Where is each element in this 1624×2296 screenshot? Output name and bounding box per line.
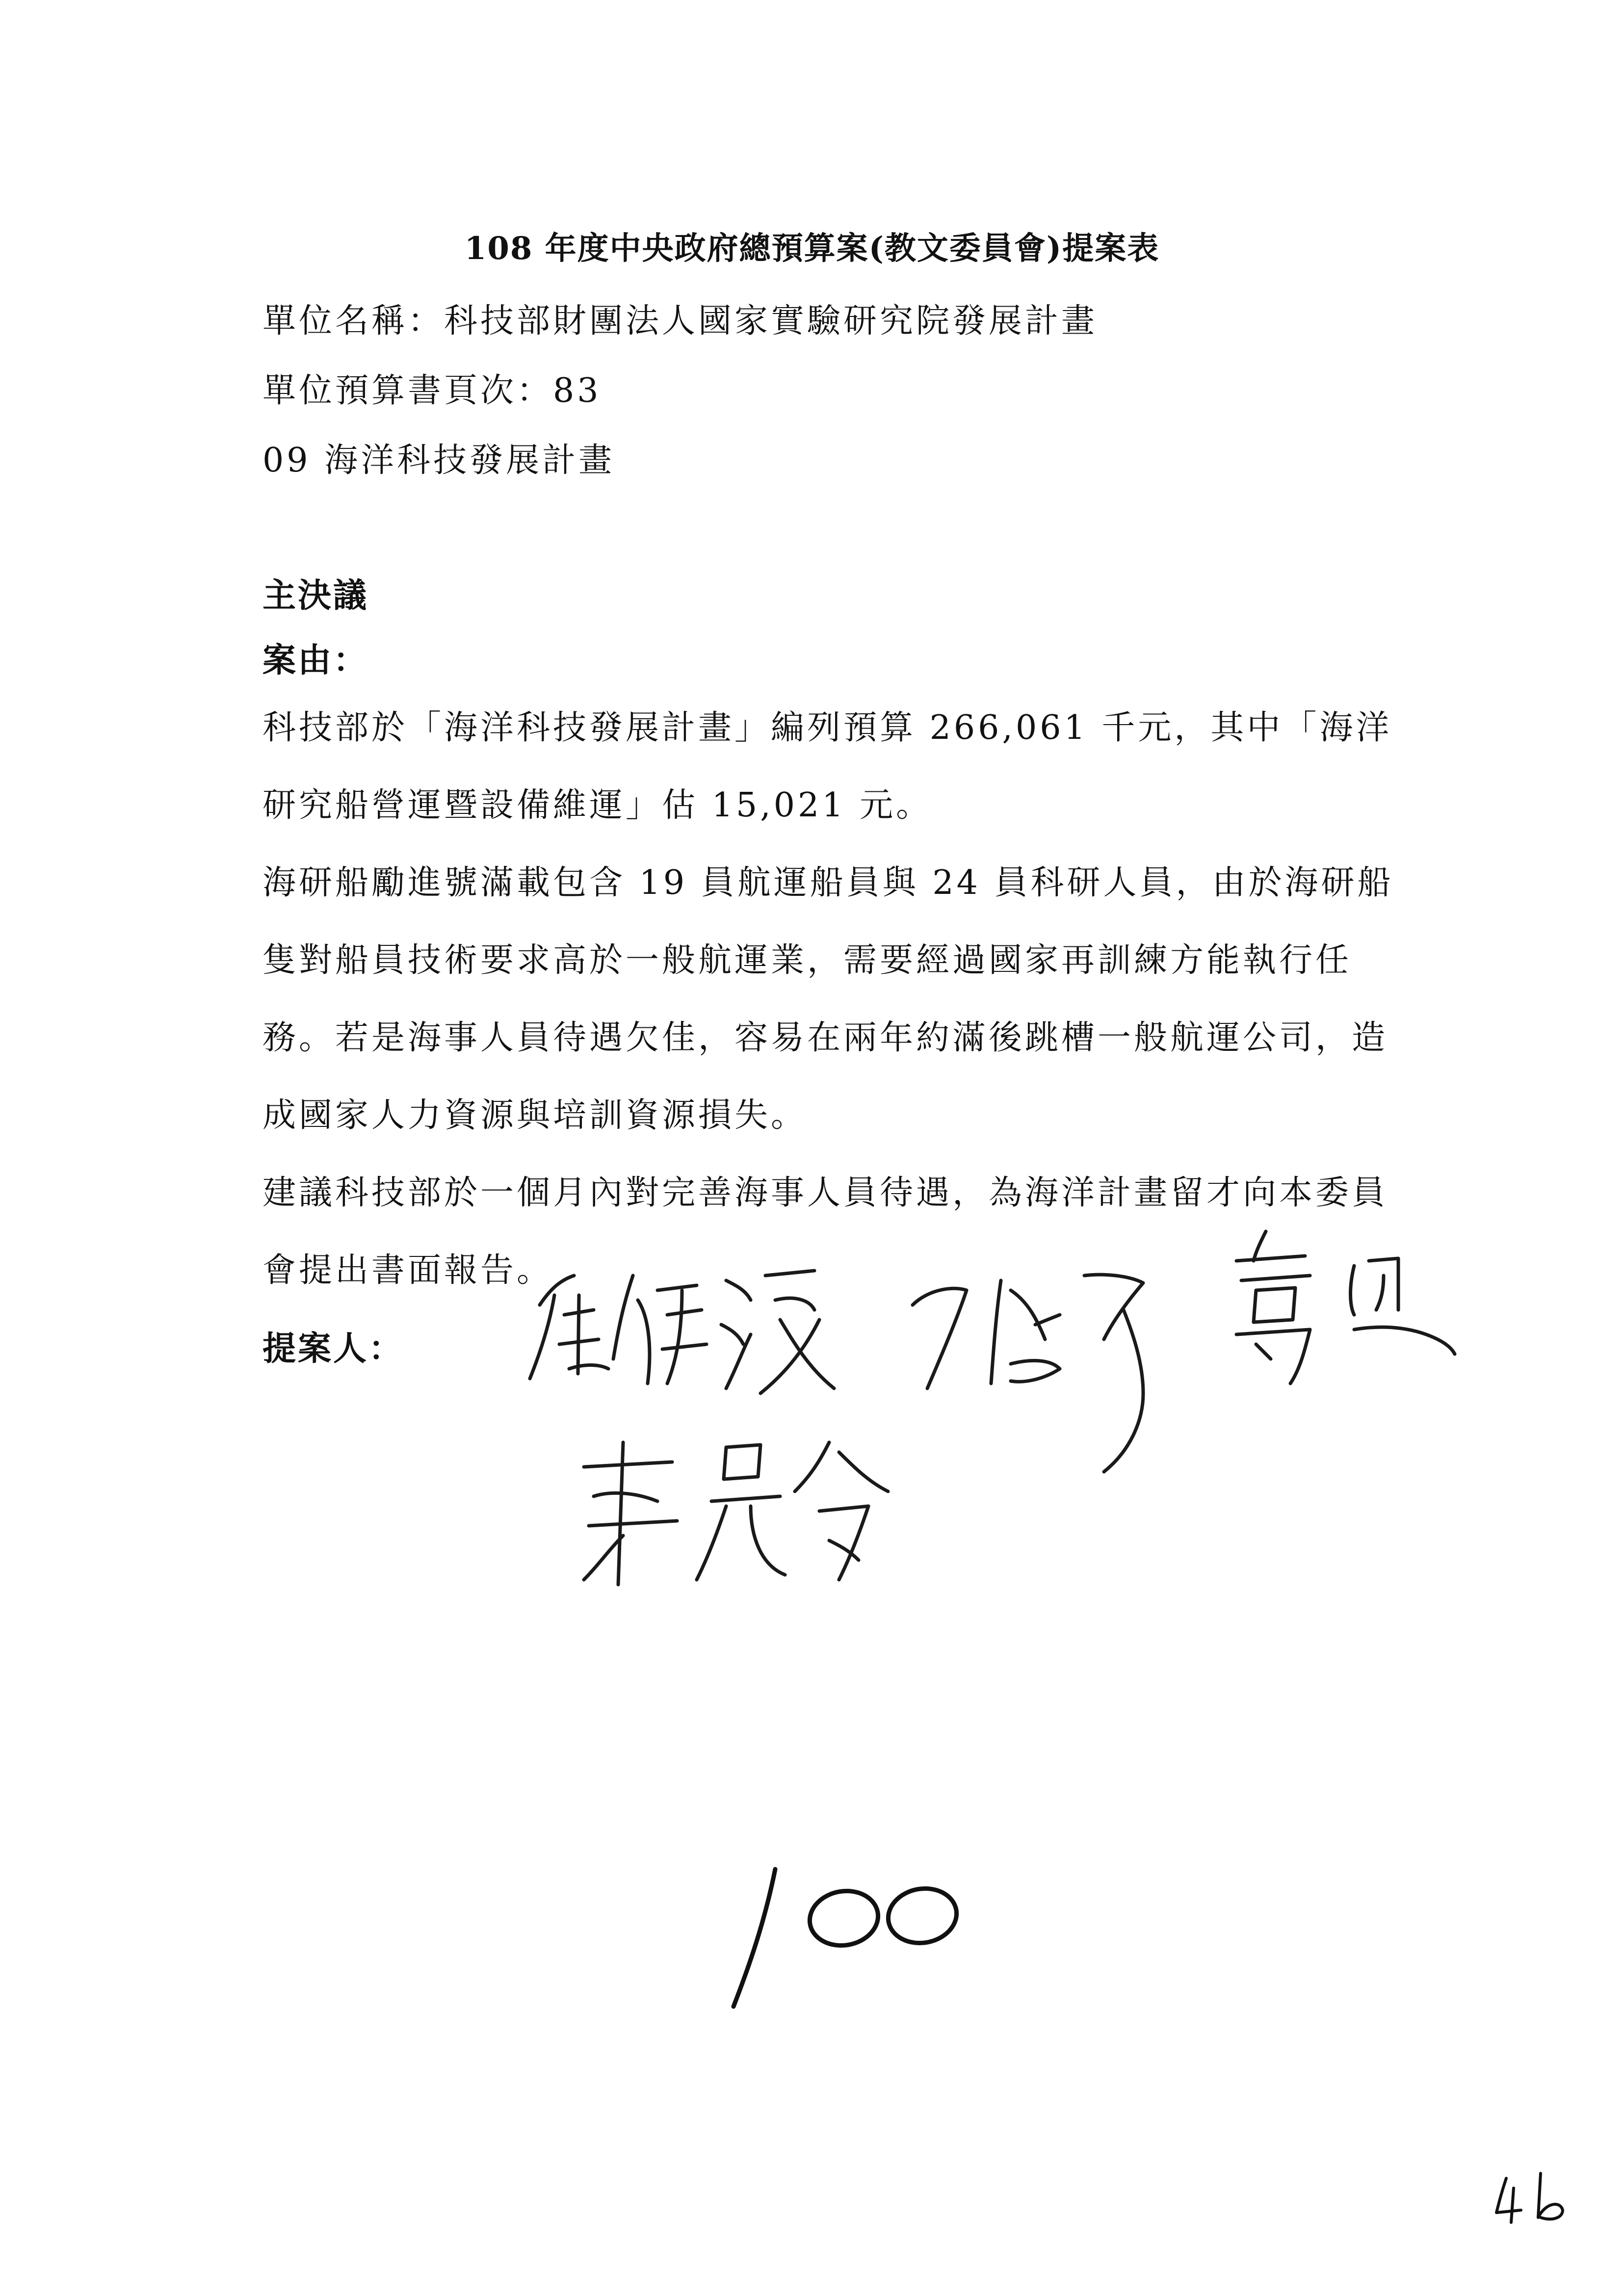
signature-3 bbox=[1207, 1212, 1462, 1398]
budget-page-line: 單位預算書頁次：83 bbox=[262, 371, 602, 410]
signature-2 bbox=[898, 1246, 1202, 1491]
unit-name-line: 單位名稱：科技部財團法人國家實驗研究院發展計畫 bbox=[262, 302, 1098, 340]
main-resolution-heading: 主決議 bbox=[262, 576, 369, 615]
program-line: 09 海洋科技發展計畫 bbox=[262, 441, 615, 480]
reason-heading: 案由： bbox=[262, 641, 369, 680]
handwritten-corner-mark bbox=[1492, 2168, 1570, 2227]
signature-1 bbox=[520, 1246, 844, 1408]
signature-4 bbox=[564, 1423, 908, 1599]
paragraph: 建議科技部於一個月內對完善海事人員待遇，為海洋計畫留才向本委員會提出書面報告。 bbox=[262, 1174, 1388, 1290]
proposer-label: 提案人： bbox=[262, 1329, 404, 1368]
paragraph: 科技部於「海洋科技發展計畫」編列預算 266,061 千元，其中「海洋研究船營運暨設備維運」估 15,021 元。 bbox=[262, 708, 1392, 825]
handwritten-page-number bbox=[721, 1859, 962, 2011]
paragraph: 海研船勵進號滿載包含 19 員航運船員與 24 員科研人員，由於海研船隻對船員技術要求高於一般航運業，需要經過國家再訓練方能執行任務。若是海事人員待遇欠佳，容易在兩年約滿後跳槽一般航運公司，造成國家人力資源與培訓資源損失。 bbox=[262, 863, 1394, 1135]
document-title: 108 年度中央政府總預算案(教文委員會)提案表 bbox=[464, 230, 1160, 267]
